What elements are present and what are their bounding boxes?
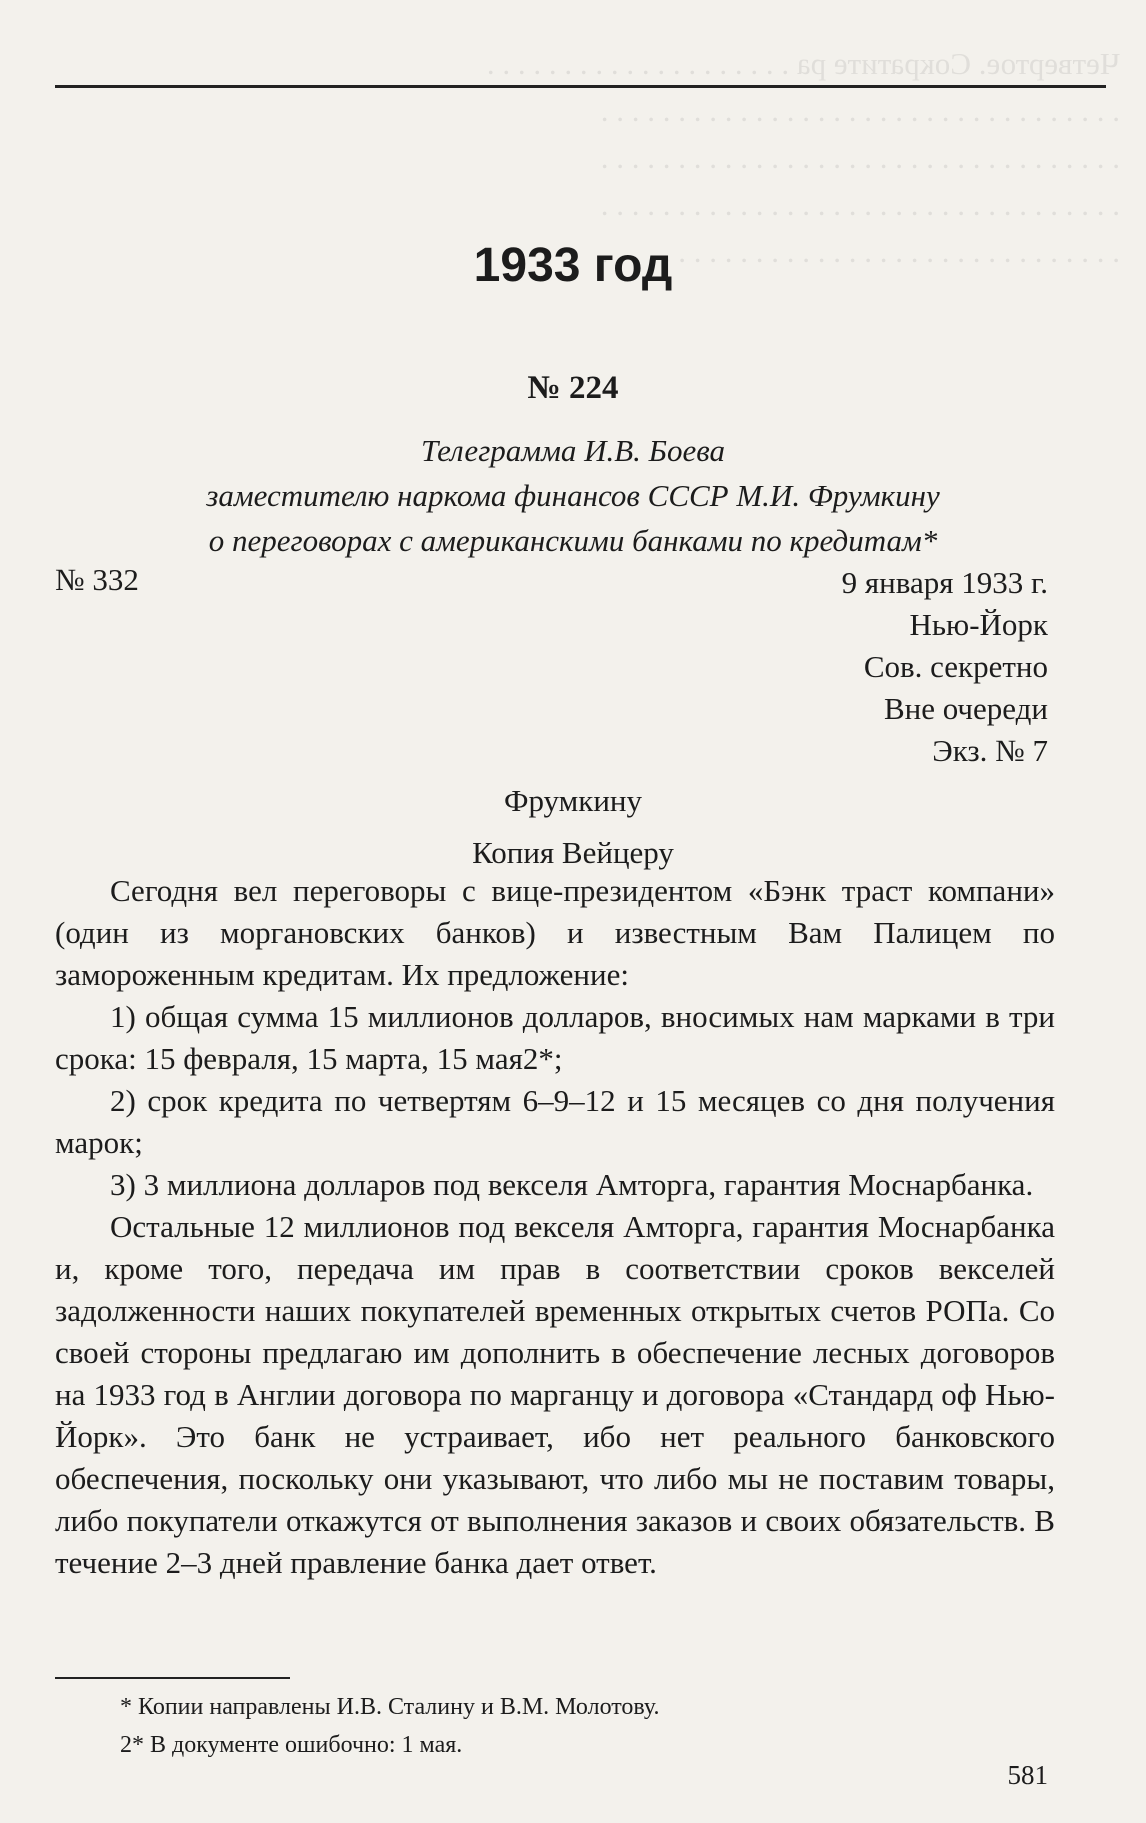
footnote: 2* В документе ошибочно: 1 мая.	[120, 1732, 463, 1758]
addressee-block	[0, 775, 1146, 879]
footnote-rule	[55, 1677, 290, 1679]
copy-number: Экз. № 7	[932, 733, 1048, 768]
document-title	[0, 428, 1146, 563]
year-heading: 1933 год	[473, 239, 673, 292]
telegram-place: Нью-Йорк	[909, 607, 1048, 642]
body-paragraph: 2) срок кредита по четвертям 6–9–12 и 15 месяцев со дня получения марок;	[55, 1083, 1055, 1160]
top-rule	[55, 85, 1106, 88]
title-line: о переговорах с американскими банками по кредитам*	[208, 523, 938, 558]
telegram-body	[55, 870, 1055, 1584]
body-paragraph: Остальные 12 миллионов под векселя Амторга, гарантия Моснарбанка и, кроме того, передача им прав в соответствии сроков векселей задолженности наших покупателей временных открытых счетов РОПа. Со своей стороны предлагаю им дополнить в обеспечение лесных договоров на 1933 год в Англии договора по марганцу и договора «Стандард оф Нью-Йорк». Это банк не устраивает, ибо нет реального банковского обеспечения, поскольку они указывают, что либо мы не поставим товары, либо покупатели откажутся от выполнения заказов и своих обязательств. В течение 2–3 дней правление банка дает ответ.	[55, 1209, 1055, 1580]
footnotes	[120, 1688, 660, 1764]
telegram-metadata	[842, 562, 1048, 772]
classification: Сов. секретно	[863, 649, 1048, 684]
bleed-through-text: Четвертое. Сократите ра . . . . . . . . . . . . . . . . . . . . . . . . . . . . . . . . . . . . . . . . . . . . . . . . . . . . . . . . . . . . . . . . . . . . . . . . . . . . . . . . . . . . . . . . . . . . . . . . . . . . . . . . . . . . . . . . . . . . . . . . . . . . . . . . . . . . . . . . . . . . . . . . . . . . . . . . . . . .	[486, 46, 1120, 269]
title-line: Телеграмма И.В. Боева	[421, 433, 725, 468]
telegram-date: 9 января 1933 г.	[841, 565, 1048, 600]
addressee: Фрумкину	[503, 783, 643, 818]
body-paragraph: 1) общая сумма 15 миллионов долларов, вносимых нам марками в три срока: 15 февраля, 15 марта, 15 мая2*;	[55, 999, 1055, 1076]
body-paragraph: 3) 3 миллиона долларов под векселя Амторга, гарантия Моснарбанка.	[110, 1167, 1034, 1202]
document-number: № 224	[527, 370, 619, 406]
footnote: * Копии направлены И.В. Сталину и В.М. Молотову.	[120, 1694, 660, 1720]
body-paragraph: Сегодня вел переговоры с вице-президентом «Бэнк траст компани» (один из моргановских банков) и известным Вам Палицем по замороженным кредитам. Их предложение:	[55, 873, 1055, 992]
priority: Вне очереди	[883, 691, 1048, 726]
telegram-number: № 332	[55, 562, 139, 597]
addressee-copy: Копия Вейцеру	[472, 835, 674, 870]
title-line: заместителю наркома финансов СССР М.И. Фрумкину	[206, 478, 940, 513]
page-number: 581	[1007, 1760, 1048, 1790]
